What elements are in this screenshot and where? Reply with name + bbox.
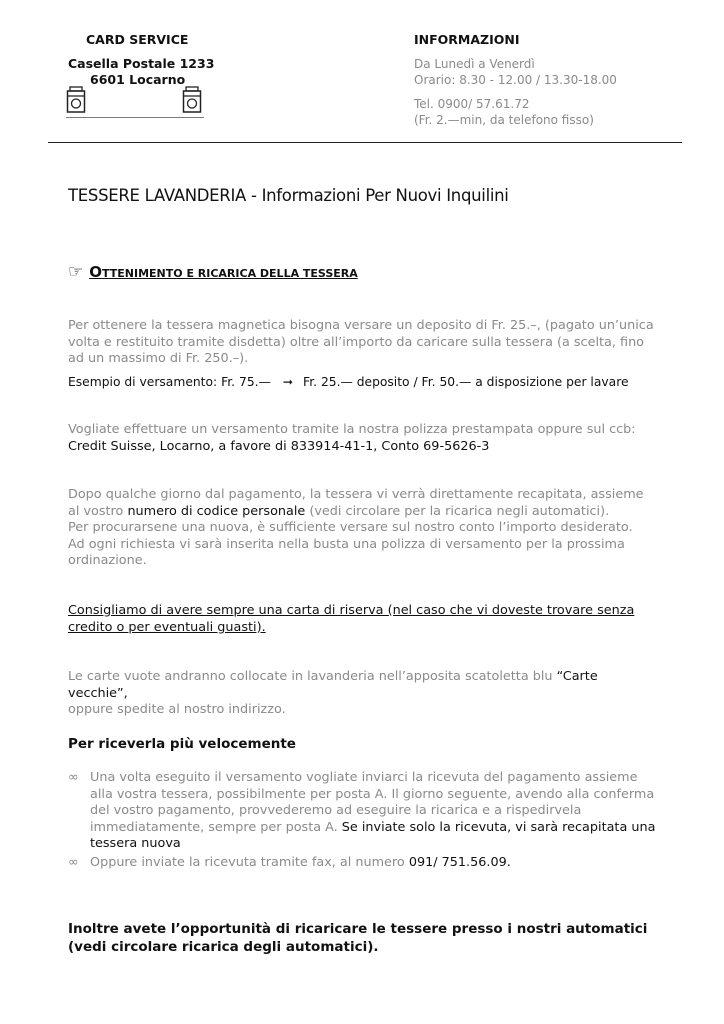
deposit-paragraph: Per ottenere la tessera magnetica bisogna versare un deposito di Fr. 25.–, (pagato un’unica volta e restituito tramite disdetta) oltre all’importo da caricare sulla tessera (a scelta, fino ad un massimo di Fr. 250.–).	[68, 318, 654, 366]
header-divider	[48, 142, 682, 143]
old-cards-paragraph	[68, 669, 656, 719]
fax-number: 091/ 751.56.09.	[408, 855, 511, 870]
card-service-title: CARD SERVICE	[86, 32, 189, 47]
example-left: Esempio di versamento: Fr. 75.—	[68, 375, 271, 389]
washing-machine-icon	[66, 86, 86, 114]
section-heading-text: TTENIMENTO E RICARICA DELLA TESSERA	[102, 267, 358, 280]
personal-code-text: numero di codice personale	[127, 503, 306, 519]
bullet-1-text: Una volta eseguito il versamento vogliate inviarci la ricevuta del pagamento assieme alla vostra tessera, possibilmente per posta A. Il giorno seguente, avendo alla conferma del vostro pagamento, provvederemo ad eseguire la ricarica e a rispedirvela immediatamente, sempre per posta A.	[90, 770, 655, 835]
info-block	[414, 32, 714, 128]
infinity-bullet-icon: ∞	[68, 855, 79, 870]
delivery-text-a: Dopo qualche giorno dal pagamento, la tessera vi verrà direttamente recapitata, assieme al vostro	[68, 487, 644, 519]
sender-block	[68, 32, 218, 88]
old-cards-text: Le carte vuote andranno collocate in lavanderia nell’apposita scatoletta blu	[68, 669, 557, 684]
payment-example	[68, 374, 656, 391]
old-cards-box-label: “Carte vecchie”,	[68, 669, 598, 701]
bank-paragraph	[68, 422, 656, 455]
washing-machine-icon	[182, 86, 202, 114]
bullet-1-note: Se inviate solo la ricevuta, vi sarà recapitata una tessera nuova	[90, 819, 656, 851]
telephone-cost: (Fr. 2.—min, da telefono fisso)	[414, 113, 594, 127]
bank-intro: Vogliate effettuare un versamento tramite la nostra polizza prestampata oppure sul ccb:	[68, 422, 636, 437]
reserve-card-advice: Consigliamo di avere sempre una carta di riserva (nel caso che vi doveste trovare senza credito o per eventuali guasti).	[68, 603, 635, 635]
old-cards-mail-text: oppure spedite al nostro indirizzo.	[68, 702, 286, 717]
address-line-1: Casella Postale 1233	[68, 56, 215, 71]
example-right: Fr. 25.— deposito / Fr. 50.— a disposizione per lavare	[303, 375, 629, 389]
faster-subheading: Per riceverla più velocemente	[68, 736, 296, 752]
telephone: Tel. 0900/ 57.61.72	[414, 97, 530, 111]
bullet-item	[68, 770, 658, 853]
delivery-paragraph	[68, 487, 656, 570]
bullet-2-text: Oppure inviate la ricevuta tramite fax, al numero	[90, 855, 409, 870]
info-title: INFORMAZIONI	[414, 32, 520, 47]
order-form-text: Ad ogni richiesta vi sarà inserita nella busta una polizza di versamento per la prossima ordinazione.	[68, 536, 625, 568]
opening-days: Da Lunedì a Venerdì	[414, 57, 535, 71]
delivery-text-c: (vedi circolare per la ricarica negli automatici).	[305, 503, 610, 519]
bank-account: Credit Suisse, Locarno, a favore di 833914-41-1, Conto 69-5626-3	[68, 438, 490, 454]
washing-machines-logo	[66, 86, 204, 120]
bullet-item	[68, 855, 658, 872]
opening-hours: Orario: 8.30 - 12.00 / 13.30-18.00	[414, 73, 617, 87]
new-card-text: Per procurarsene una nuova, è sufficiente versare sul nostro conto l’importo desiderato.	[68, 520, 633, 535]
pointing-hand-icon: ☞	[68, 262, 84, 282]
closing-note: Inoltre avete l’opportunità di ricaricare le tessere presso i nostri automatici (vedi circolare ricarica degli automatici).	[68, 921, 648, 955]
logo-underline	[66, 117, 204, 118]
section-heading	[68, 262, 358, 282]
document-title: TESSERE LAVANDERIA - Informazioni Per Nuovi Inquilini	[68, 186, 509, 205]
section-heading-initial: O	[89, 263, 103, 281]
arrow-icon: ➞	[282, 375, 294, 389]
address-line-2: 6601 Locarno	[90, 72, 186, 87]
infinity-bullet-icon: ∞	[68, 770, 79, 785]
